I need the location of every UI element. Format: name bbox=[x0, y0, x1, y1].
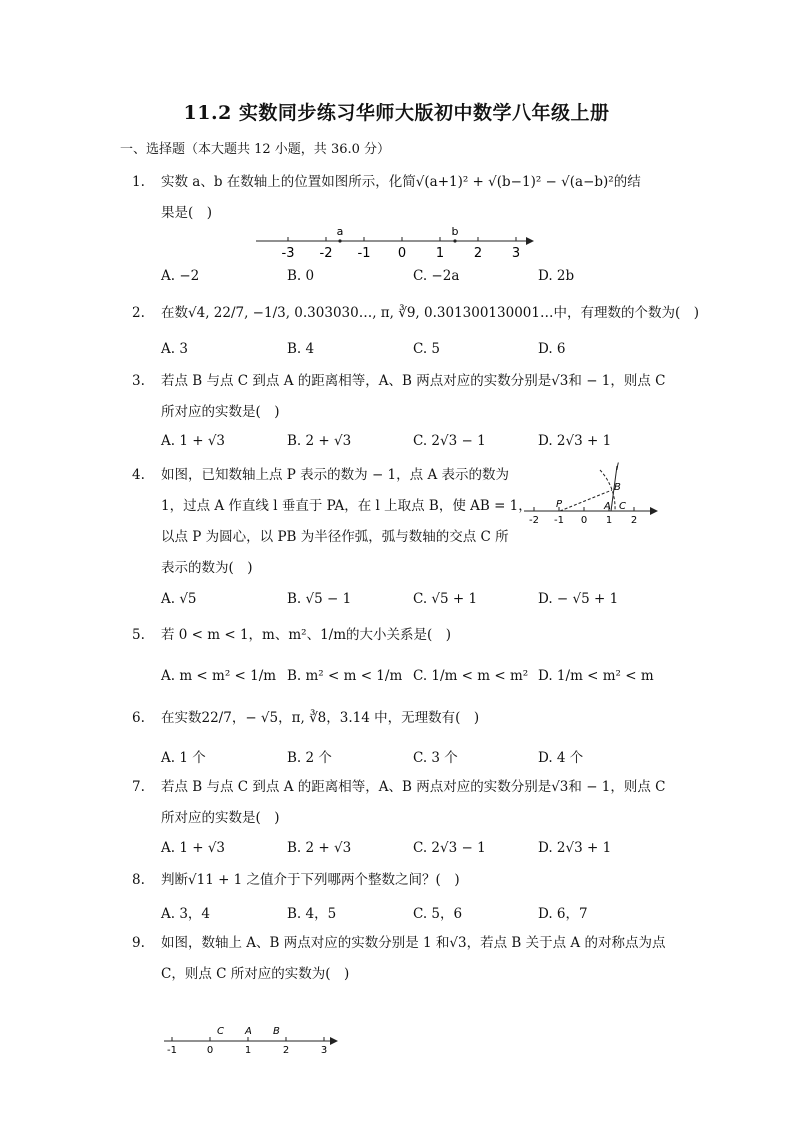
option-c[interactable]: C. √5 + 1 bbox=[413, 591, 478, 607]
option-a[interactable]: A. 3 bbox=[161, 341, 188, 357]
point-label: b bbox=[451, 225, 459, 238]
point-label-c: C bbox=[217, 1026, 224, 1037]
point-label-p: P bbox=[556, 499, 563, 510]
point-dot bbox=[453, 239, 456, 242]
tick-label: -1 bbox=[167, 1045, 177, 1056]
page-title: 11.2 实数同步练习华师大版初中数学八年级上册 bbox=[183, 102, 610, 124]
option-b[interactable]: B. 2 + √3 bbox=[287, 840, 352, 856]
tick-label: 2 bbox=[630, 515, 638, 526]
arrow-icon bbox=[650, 507, 658, 515]
tick-label: 0 bbox=[206, 1045, 214, 1056]
question-number: 6. bbox=[132, 710, 145, 726]
option-c[interactable]: C. 2√3 − 1 bbox=[413, 433, 486, 449]
point-label-b: B bbox=[273, 1026, 280, 1037]
option-d[interactable]: D. 2√3 + 1 bbox=[538, 433, 612, 449]
question-text: 如图，数轴上 A、B 两点对应的实数分别是 1 和√3，若点 B 关于点 A 的对称点为点 bbox=[161, 935, 666, 951]
question-number: 4. bbox=[132, 467, 145, 483]
number-line-figure-q4 bbox=[520, 458, 665, 528]
tick-label: 2 bbox=[282, 1045, 290, 1056]
line-label-l: l bbox=[616, 462, 619, 473]
option-a[interactable]: A. 1 + √3 bbox=[161, 433, 226, 449]
question-text: 若 0 < m < 1，m、m²、1/m的大小关系是( ) bbox=[161, 627, 452, 643]
point-label-a: A bbox=[604, 501, 611, 512]
tick-label: 2 bbox=[473, 246, 483, 261]
option-d[interactable]: D. 1/m < m² < m bbox=[538, 668, 654, 684]
tick-label: 0 bbox=[397, 246, 407, 261]
option-a[interactable]: A. 3，4 bbox=[161, 906, 211, 922]
tick-label: -2 bbox=[529, 515, 539, 526]
tick-label: 1 bbox=[435, 246, 445, 261]
question-number: 3. bbox=[132, 373, 145, 389]
arrow-icon bbox=[526, 237, 534, 245]
tick-label: 1 bbox=[244, 1045, 252, 1056]
tick-label: 0 bbox=[580, 515, 588, 526]
number-line-figure bbox=[250, 224, 540, 264]
option-a[interactable]: A. 1 + √3 bbox=[161, 840, 226, 856]
question-text: C，则点 C 所对应的实数为( ) bbox=[161, 966, 350, 982]
option-d[interactable]: D. 2√3 + 1 bbox=[538, 840, 612, 856]
option-c[interactable]: C. 5 bbox=[413, 341, 441, 357]
option-b[interactable]: B. 0 bbox=[287, 268, 315, 284]
point-label-c: C bbox=[619, 501, 626, 512]
question-text: 若点 B 与点 C 到点 A 的距离相等，A、B 两点对应的实数分别是√3和 − 1，则点 C bbox=[161, 373, 666, 389]
question-text: 所对应的实数是( ) bbox=[161, 404, 280, 420]
option-c[interactable]: C. 5，6 bbox=[413, 906, 463, 922]
question-text: 若点 B 与点 C 到点 A 的距离相等，A、B 两点对应的实数分别是√3和 − 1，则点 C bbox=[161, 779, 666, 795]
question-number: 5. bbox=[132, 627, 145, 643]
question-text: 以点 P 为圆心，以 PB 为半径作弧，弧与数轴的交点 C 所 bbox=[161, 529, 509, 545]
tick-label: 3 bbox=[320, 1045, 328, 1056]
option-d[interactable]: D. 4 个 bbox=[538, 750, 584, 766]
tick-label: 3 bbox=[511, 246, 521, 261]
point-dot bbox=[338, 239, 341, 242]
option-a[interactable]: A. 1 个 bbox=[161, 750, 206, 766]
option-d[interactable]: D. 6，7 bbox=[538, 906, 588, 922]
option-b[interactable]: B. 2 个 bbox=[287, 750, 332, 766]
option-d[interactable]: D. − √5 + 1 bbox=[538, 591, 619, 607]
tick-label: -3 bbox=[281, 246, 295, 261]
section-heading: 一、选择题（本大题共 12 小题，共 36.0 分） bbox=[120, 142, 391, 157]
question-text: 在实数22/7，− √5，π, ∛8，3.14 中，无理数有( ) bbox=[161, 710, 480, 726]
option-c[interactable]: C. 1/m < m < m² bbox=[413, 668, 529, 684]
option-b[interactable]: B. 2 + √3 bbox=[287, 433, 352, 449]
question-number: 7. bbox=[132, 779, 145, 795]
option-c[interactable]: C. −2a bbox=[413, 268, 460, 284]
question-text: 在数√4, 22/7, −1/3, 0.303030…, π, ∛9, 0.301300130001…中，有理数的个数为( ) bbox=[161, 305, 700, 321]
option-b[interactable]: B. √5 − 1 bbox=[287, 591, 352, 607]
option-a[interactable]: A. m < m² < 1/m bbox=[161, 668, 277, 684]
option-c[interactable]: C. 3 个 bbox=[413, 750, 458, 766]
point-label-a: A bbox=[245, 1026, 252, 1037]
tick-label: 1 bbox=[605, 515, 613, 526]
question-number: 9. bbox=[132, 935, 145, 951]
option-d[interactable]: D. 6 bbox=[538, 341, 566, 357]
option-b[interactable]: B. 4，5 bbox=[287, 906, 337, 922]
option-b[interactable]: B. 4 bbox=[287, 341, 315, 357]
question-number: 1. bbox=[132, 174, 145, 190]
point-label: a bbox=[336, 225, 344, 238]
option-b[interactable]: B. m² < m < 1/m bbox=[287, 668, 403, 684]
option-a[interactable]: A. √5 bbox=[161, 591, 197, 607]
number-line-figure-q9 bbox=[160, 1020, 345, 1060]
tick-label: -1 bbox=[554, 515, 564, 526]
question-text: 如图，已知数轴上点 P 表示的数为 − 1，点 A 表示的数为 bbox=[161, 467, 509, 483]
option-a[interactable]: A. −2 bbox=[161, 268, 200, 284]
question-text: 果是( ) bbox=[161, 205, 213, 221]
question-text: 判断√11 + 1 之值介于下列哪两个整数之间？( ) bbox=[161, 872, 460, 888]
question-number: 2. bbox=[132, 305, 145, 321]
question-text: 所对应的实数是( ) bbox=[161, 810, 280, 826]
option-d[interactable]: D. 2b bbox=[538, 268, 575, 284]
option-c[interactable]: C. 2√3 − 1 bbox=[413, 840, 486, 856]
point-label-b: B bbox=[614, 482, 621, 493]
question-text: 实数 a、b 在数轴上的位置如图所示，化简√(a+1)² + √(b−1)² − √(a−b)²的结 bbox=[161, 174, 641, 190]
tick-label: -2 bbox=[319, 246, 333, 261]
question-number: 8. bbox=[132, 872, 145, 888]
arrow-icon bbox=[330, 1037, 338, 1045]
tick-label: -1 bbox=[357, 246, 371, 261]
question-text: 1，过点 A 作直线 l 垂直于 PA，在 l 上取点 B，使 AB = 1， bbox=[161, 498, 532, 514]
question-text: 表示的数为( ) bbox=[161, 560, 253, 576]
